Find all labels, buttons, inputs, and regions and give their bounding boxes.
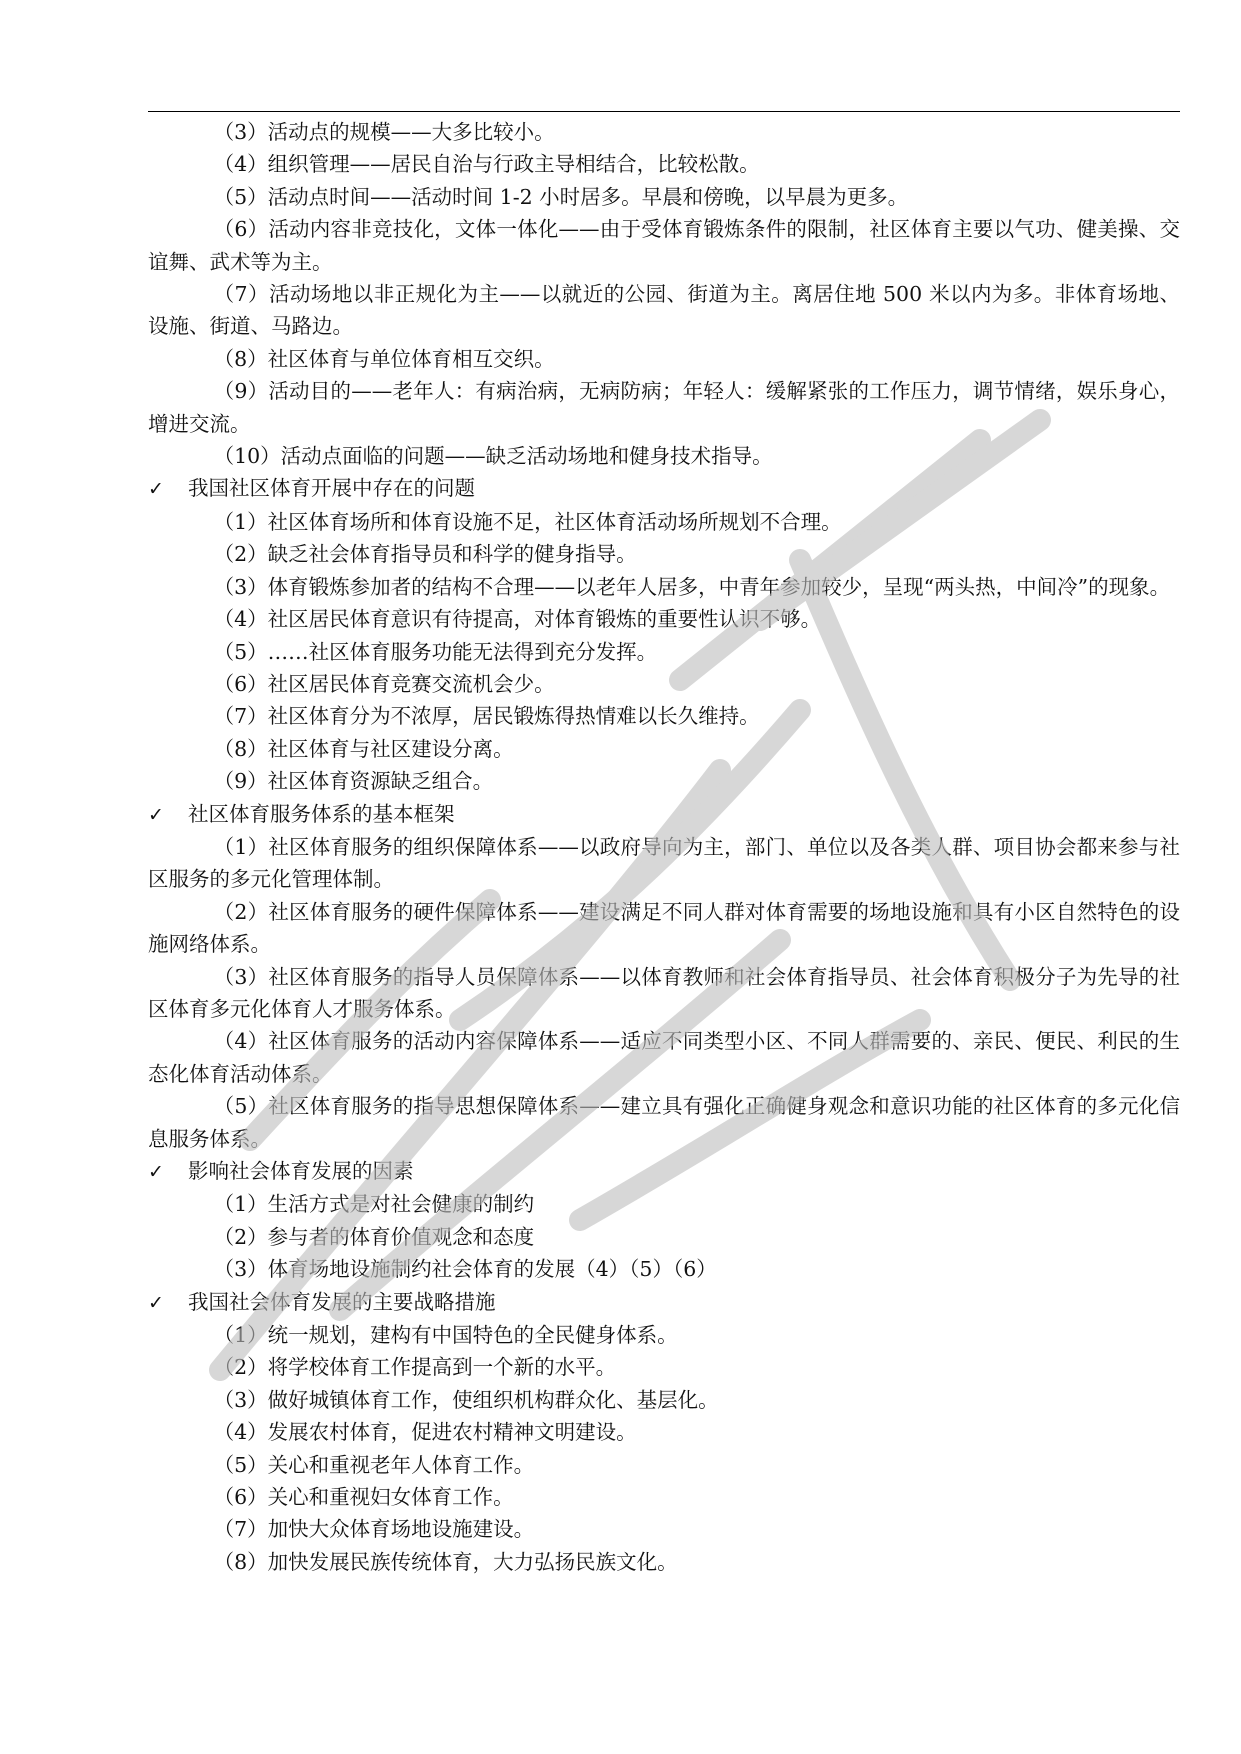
paragraph: （2）社区体育服务的硬件保障体系——建设满足不同人群对体育需要的场地设施和具有小区自然特色的设施网络体系。 <box>148 899 1180 957</box>
header-rule <box>148 111 1180 112</box>
list-item: （4）组织管理——居民自治与行政主导相结合，比较松散。 <box>213 152 760 177</box>
document-body <box>148 116 1180 1578</box>
paragraph: （3）体育锻炼参加者的结构不合理——以老年人居多，中青年参加较少，呈现“两头热，中间冷”的现象。 <box>213 574 1171 599</box>
list-item: （2）将学校体育工作提高到一个新的水平。 <box>213 1355 617 1380</box>
list-item: （2）缺乏社会体育指导员和科学的健身指导。 <box>213 542 637 567</box>
list-item: （5）关心和重视老年人体育工作。 <box>213 1452 535 1477</box>
list-item: （10）活动点面临的问题——缺乏活动场地和健身技术指导。 <box>213 444 773 469</box>
list-item: （4）发展农村体育，促进农村精神文明建设。 <box>213 1420 637 1445</box>
list-item: （3）体育场地设施制约社会体育的发展（4）（5）（6） <box>213 1257 717 1282</box>
paragraph: （6）活动内容非竞技化，文体一体化——由于受体育锻炼条件的限制，社区体育主要以气功、健美操、交谊舞、武术等为主。 <box>148 217 1180 274</box>
list-item: （8）社区体育与社区建设分离。 <box>213 736 514 761</box>
list-item: （7）加快大众体育场地设施建设。 <box>213 1517 535 1542</box>
list-item: （1）生活方式是对社会健康的制约 <box>213 1192 535 1217</box>
section-heading-text: 我国社区体育开展中存在的问题 <box>188 476 475 501</box>
list-item: （3）做好城镇体育工作，使组织机构群众化、基层化。 <box>213 1387 719 1412</box>
section-heading <box>148 472 1180 505</box>
paragraph: （5）社区体育服务的指导思想保障体系——建立具有强化正确健身观念和意识功能的社区体育的多元化信息服务体系。 <box>148 1094 1180 1151</box>
list-item: （1）社区体育场所和体育设施不足，社区体育活动场所规划不合理。 <box>213 509 842 534</box>
paragraph: （1）社区体育服务的组织保障体系——以政府导向为主，部门、单位以及各类人群、项目协会都来参与社区服务的多元化管理体制。 <box>148 834 1180 892</box>
checkmark-icon: ✓ <box>148 1161 164 1183</box>
list-item: （3）活动点的规模——大多比较小。 <box>213 120 555 144</box>
list-item: （5）……社区体育服务功能无法得到充分发挥。 <box>213 639 658 664</box>
checkmark-icon: ✓ <box>148 478 164 501</box>
section-heading <box>148 798 1180 831</box>
section-heading-text: 社区体育服务体系的基本框架 <box>188 801 455 826</box>
section-heading <box>148 1155 1180 1188</box>
paragraph: （9）活动目的——老年人：有病治病，无病防病；年轻人：缓解紧张的工作压力，调节情绪，娱乐身心，增进交流。 <box>148 379 1180 436</box>
section-heading-text: 影响社会体育发展的因素 <box>188 1159 414 1183</box>
section-heading <box>148 1286 1180 1319</box>
list-item: （4）社区居民体育意识有待提高，对体育锻炼的重要性认识不够。 <box>213 607 822 632</box>
paragraph: （7）活动场地以非正规化为主——以就近的公园、街道为主。离居住地 500 米以内为多。非体育场地、设施、街道、马路边。 <box>148 282 1180 339</box>
checkmark-icon: ✓ <box>148 1291 164 1314</box>
checkmark-icon: ✓ <box>148 803 164 826</box>
list-item: （8）社区体育与单位体育相互交织。 <box>213 346 555 371</box>
paragraph: （4）社区体育服务的活动内容保障体系——适应不同类型小区、不同人群需要的、亲民、便民、利民的生态化体育活动体系。 <box>148 1029 1180 1086</box>
list-item: （6）关心和重视妇女体育工作。 <box>213 1485 514 1510</box>
list-item: （1）统一规划，建构有中国特色的全民健身体系。 <box>213 1323 678 1348</box>
list-item: （2）参与者的体育价值观念和态度 <box>213 1224 535 1249</box>
list-item: （9）社区体育资源缺乏组合。 <box>213 769 494 794</box>
list-item: （7）社区体育分为不浓厚，居民锻炼得热情难以长久维持。 <box>213 704 760 729</box>
list-item: （5）活动点时间——活动时间 1-2 小时居多。早晨和傍晚，以早晨为更多。 <box>213 184 909 209</box>
section-heading-text: 我国社会体育发展的主要战略措施 <box>188 1289 496 1314</box>
paragraph: （3）社区体育服务的指导人员保障体系——以体育教师和社会体育指导员、社会体育积极分子为先导的社区体育多元化体育人才服务体系。 <box>148 964 1180 1021</box>
list-item: （8）加快发展民族传统体育，大力弘扬民族文化。 <box>213 1549 678 1574</box>
list-item: （6）社区居民体育竞赛交流机会少。 <box>213 671 555 696</box>
